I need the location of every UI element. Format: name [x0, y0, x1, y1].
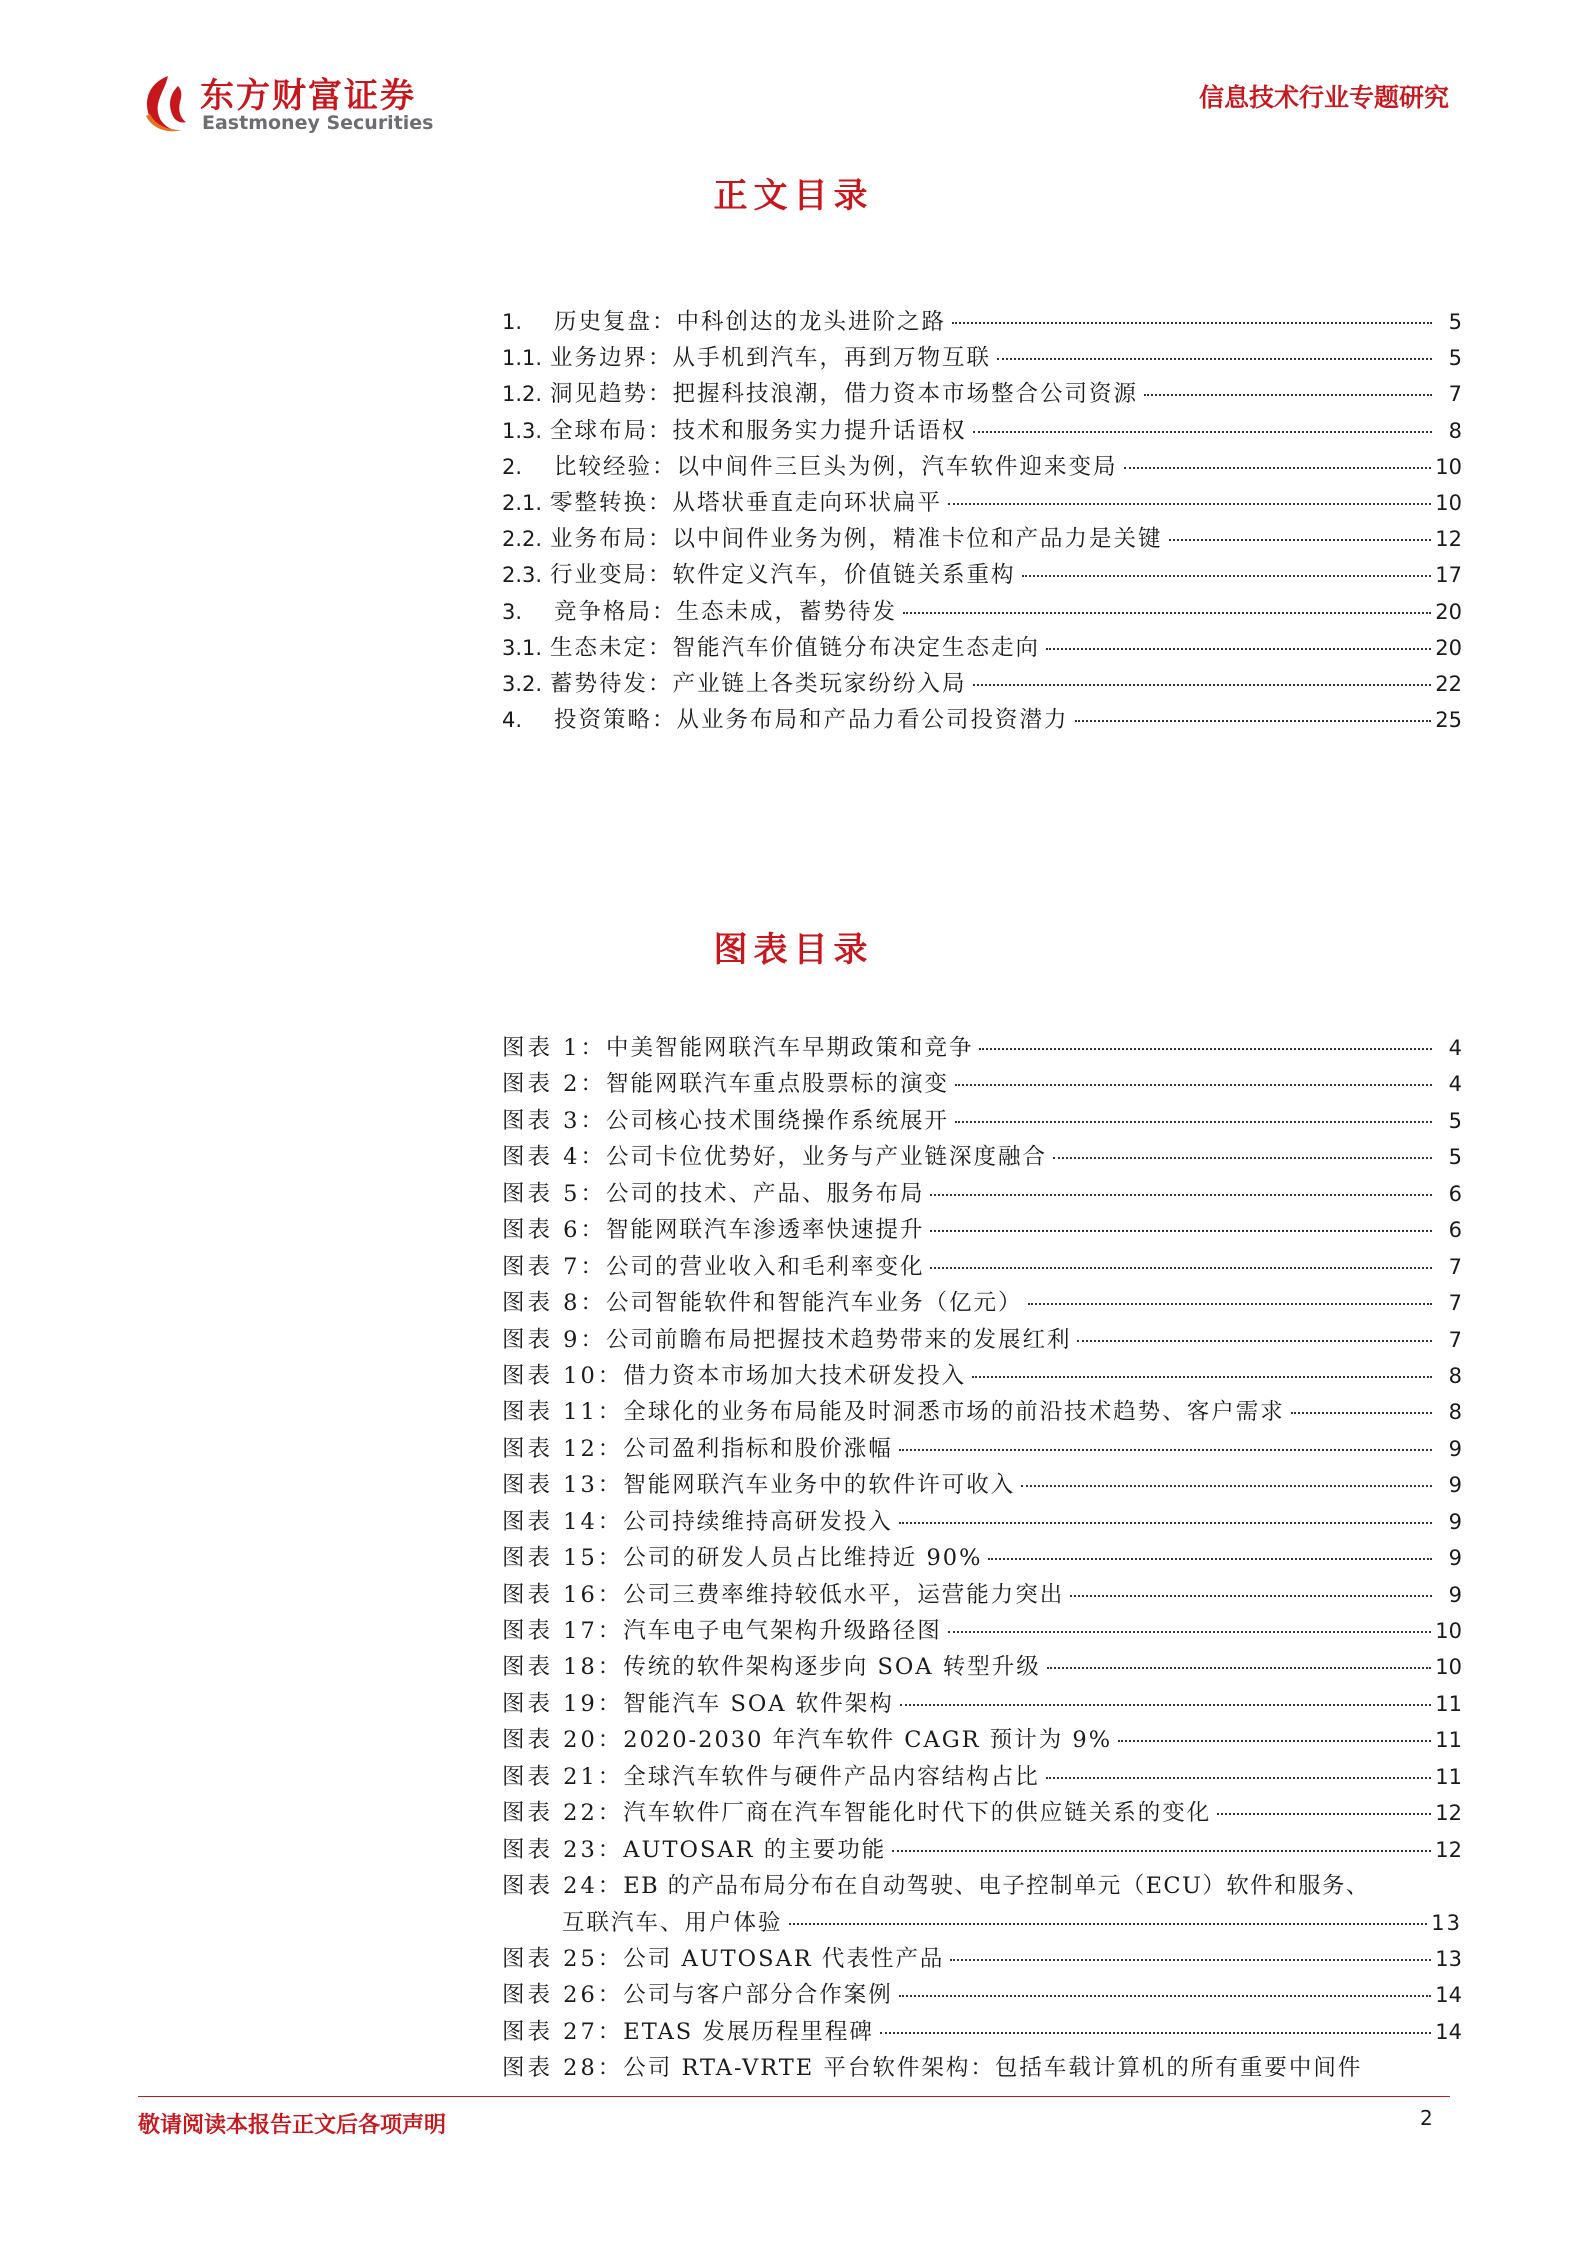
toc-entry-number: 4.	[502, 708, 523, 733]
dot-leader	[1291, 1412, 1432, 1414]
figure-entry-text: 借力资本市场加大技术研发投入	[623, 1362, 967, 1389]
figure-entry[interactable]	[502, 2050, 1462, 2086]
figure-entry-label: 图表 12：	[502, 1435, 624, 1462]
logo-english-name: Eastmoney Securities	[202, 112, 434, 134]
figure-entry[interactable]	[502, 1285, 1462, 1321]
toc-entry-number: 1.1.	[502, 346, 543, 371]
figure-entry-label: 图表 27：	[502, 2018, 624, 2045]
eastmoney-flame-icon	[138, 72, 196, 134]
figure-entry-page: 9	[1448, 1509, 1462, 1534]
toc-entry-page: 5	[1448, 310, 1462, 334]
figure-entry-page: 10	[1435, 1619, 1462, 1643]
figure-list-title: 图表目录	[713, 930, 874, 970]
dot-leader	[1021, 1485, 1432, 1487]
toc-entry[interactable]	[502, 666, 1462, 702]
figure-entry-page: 14	[1435, 1983, 1462, 2008]
figure-entry-label: 图表 15：	[502, 1545, 624, 1572]
dot-leader	[1077, 1340, 1432, 1342]
figure-entry-text: 中美智能网联汽车早期政策和竞争	[605, 1035, 974, 1061]
figure-entry-label: 图表 19：	[502, 1690, 624, 1717]
toc-entry-text: 业务边界：从手机到汽车，再到万物互联	[550, 345, 992, 372]
figure-entry-label: 图表 25：	[502, 1945, 624, 1972]
toc-entry-text: 生态未定：智能汽车价值链分布决定生态走向	[550, 634, 1041, 661]
figure-entry-page: 11	[1435, 1691, 1462, 1716]
toc-entry-number: 1.2.	[502, 382, 543, 407]
dot-leader	[1046, 1777, 1431, 1779]
figure-entry-text: EB 的产品布局分布在自动驾驶、电子控制单元（ECU）软件和服务、	[623, 1873, 1370, 1900]
figure-entry[interactable]	[502, 1212, 1462, 1248]
figure-entry-text: 公司核心技术围绕操作系统展开	[605, 1107, 949, 1134]
figure-entry-text: 智能网联汽车重点股票标的演变	[605, 1071, 949, 1098]
footer-divider	[138, 2096, 1450, 2097]
figure-entry[interactable]	[502, 1394, 1462, 1430]
figure-entry-text: 传统的软件架构逐步向 SOA 转型升级	[623, 1654, 1041, 1681]
figure-list	[502, 1030, 1462, 2087]
toc-entry[interactable]	[502, 521, 1462, 557]
figure-entry-page: 8	[1448, 1400, 1462, 1425]
figure-entry-page: 9	[1448, 1436, 1462, 1461]
dot-leader	[899, 1449, 1432, 1451]
dot-leader	[903, 612, 1431, 614]
toc-entry[interactable]	[502, 630, 1462, 666]
toc-entry[interactable]	[502, 485, 1462, 521]
figure-entry-text: 公司卡位优势好，业务与产业链深度融合	[605, 1144, 1047, 1171]
dot-leader	[997, 358, 1432, 360]
figure-entry-label: 图表 22：	[502, 1800, 624, 1827]
dot-leader	[1028, 1303, 1432, 1305]
figure-entry-text: 公司与客户部分合作案例	[623, 1982, 893, 2009]
dot-leader	[1075, 720, 1432, 722]
figure-entry-label: 图表 4：	[502, 1144, 606, 1171]
figure-entry-text: 汽车电子电气架构升级路径图	[623, 1618, 942, 1644]
figure-entry[interactable]	[502, 1868, 1462, 1904]
toc-entry-page: 25	[1435, 708, 1462, 733]
figure-entry[interactable]	[502, 1358, 1462, 1394]
figure-entry[interactable]	[502, 1613, 1462, 1649]
figure-entry-page: 13	[1431, 1910, 1462, 1935]
figure-entry-label: 图表 7：	[502, 1253, 606, 1280]
dot-leader	[1046, 648, 1431, 650]
toc-entry-number: 2.2.	[502, 527, 543, 552]
toc-entry-text: 竞争格局：生态未成，蓄势待发	[554, 598, 898, 625]
figure-entry-text: 智能网联汽车业务中的软件许可收入	[623, 1472, 1016, 1499]
toc-entry[interactable]	[502, 449, 1462, 485]
figure-entry-page: 11	[1435, 1764, 1462, 1789]
figure-entry[interactable]	[502, 1176, 1462, 1212]
toc-entry-page: 22	[1435, 671, 1462, 696]
figure-entry-label: 图表 28：	[502, 2055, 624, 2082]
figure-entry-label: 图表 3：	[502, 1107, 606, 1134]
figure-entry-label: 图表 13：	[502, 1472, 624, 1499]
toc-entry-number: 1.3.	[502, 418, 543, 443]
toc-list	[502, 304, 1462, 738]
dot-leader	[948, 503, 1431, 505]
page-header	[0, 0, 1587, 150]
toc-entry-page: 17	[1435, 563, 1462, 588]
dot-leader	[1070, 1595, 1432, 1597]
toc-entry-text: 全球布局：技术和服务实力提升话语权	[550, 417, 967, 444]
figure-entry-label: 图表 6：	[502, 1217, 606, 1244]
toc-entry-page: 20	[1435, 635, 1462, 660]
dot-leader	[988, 1558, 1432, 1560]
dot-leader	[948, 1631, 1431, 1633]
footer-disclaimer: 敬请阅读本报告正文后各项声明	[138, 2113, 447, 2138]
figure-entry-label: 图表 18：	[502, 1654, 624, 1681]
figure-entry-label: 图表 16：	[502, 1581, 624, 1608]
figure-entry[interactable]	[502, 1504, 1462, 1540]
toc-entry-page: 12	[1435, 527, 1462, 552]
figure-entry-text: 全球汽车软件与硬件产品内容结构占比	[623, 1763, 1040, 1790]
figure-entry-text: 智能汽车 SOA 软件架构	[623, 1690, 894, 1717]
figure-entry-text: 公司的研发人员占比维持近 90%	[623, 1545, 983, 1572]
toc-entry-page: 7	[1448, 382, 1462, 407]
figure-entry-page: 4	[1448, 1036, 1462, 1060]
toc-entry-page: 8	[1448, 418, 1462, 443]
figure-entry-text: 公司前瞻布局把握技术趋势带来的发展红利	[605, 1326, 1072, 1353]
toc-entry[interactable]	[502, 413, 1462, 449]
dot-leader	[880, 2032, 1431, 2034]
page-number: 2	[1420, 2106, 1433, 2130]
logo-chinese-name: 东方财富证券	[200, 76, 416, 116]
figure-entry-text: 公司三费率维持较低水平，运营能力突出	[623, 1581, 1065, 1608]
figure-entry-page: 6	[1448, 1181, 1462, 1206]
figure-entry[interactable]	[502, 1431, 1462, 1467]
toc-entry[interactable]	[502, 376, 1462, 412]
figure-entry[interactable]	[502, 1322, 1462, 1358]
figure-entry-page: 12	[1435, 1801, 1462, 1826]
figure-entry-page: 11	[1435, 1728, 1462, 1753]
figure-entry-text: 公司的技术、产品、服务布局	[605, 1180, 925, 1207]
figure-entry[interactable]	[502, 1103, 1462, 1139]
figure-entry-label: 图表 9：	[502, 1326, 606, 1353]
figure-entry[interactable]	[502, 1722, 1462, 1758]
figure-entry-page: 8	[1448, 1363, 1462, 1388]
toc-entry-text: 比较经验：以中间件三巨头为例，汽车软件迎来变局	[554, 453, 1118, 480]
figure-entry-label: 图表 26：	[502, 1982, 624, 2009]
toc-entry-number: 3.1.	[502, 635, 543, 660]
dot-leader	[789, 1923, 1428, 1925]
toc-entry-text: 行业变局：软件定义汽车，价值链关系重构	[550, 562, 1016, 589]
dot-leader	[952, 322, 1432, 324]
figure-entry-page: 9	[1448, 1582, 1462, 1607]
dot-leader	[899, 1522, 1432, 1524]
figure-entry-page: 10	[1435, 1655, 1462, 1680]
figure-entry-label: 图表 8：	[502, 1290, 606, 1317]
figure-entry[interactable]	[502, 1832, 1462, 1868]
toc-entry-text: 投资策略：从业务布局和产品力看公司投资潜力	[554, 707, 1069, 734]
figure-entry-text: 智能网联汽车渗透率快速提升	[605, 1217, 925, 1244]
figure-entry-text: ETAS 发展历程里程碑	[623, 2018, 874, 2045]
toc-entry[interactable]	[502, 304, 1462, 340]
toc-title: 正文目录	[713, 176, 874, 216]
toc-entry-number: 2.1.	[502, 490, 543, 515]
dot-leader	[979, 1048, 1432, 1050]
figure-entry-page: 7	[1448, 1254, 1462, 1279]
dot-leader	[900, 1704, 1432, 1706]
figure-entry-page: 9	[1448, 1473, 1462, 1498]
figure-entry[interactable]	[502, 1030, 1462, 1066]
figure-entry-page: 9	[1448, 1546, 1462, 1571]
figure-entry-label: 图表 2：	[502, 1071, 606, 1098]
dot-leader	[1124, 467, 1432, 469]
toc-entry-text: 业务布局：以中间件业务为例，精准卡位和产品力是关键	[550, 526, 1163, 553]
toc-entry-page: 10	[1435, 454, 1462, 479]
toc-entry-number: 2.	[502, 454, 523, 479]
toc-entry[interactable]	[502, 594, 1462, 630]
figure-entry-text: 2020-2030 年汽车软件 CAGR 预计为 9%	[623, 1727, 1113, 1754]
toc-entry-text: 洞见趋势：把握科技浪潮，借力资本市场整合公司资源	[550, 381, 1139, 408]
dot-leader	[899, 1995, 1431, 1997]
figure-entry-label: 图表 21：	[502, 1763, 624, 1790]
figure-entry-label: 图表 20：	[502, 1727, 624, 1754]
toc-entry-number: 3.	[502, 599, 523, 624]
figure-entry[interactable]	[502, 1139, 1462, 1175]
figure-entry-text: 汽车软件厂商在汽车智能化时代下的供应链关系的变化	[623, 1800, 1212, 1827]
figure-entry-page: 13	[1435, 1946, 1462, 1971]
dot-leader	[955, 1121, 1432, 1123]
dot-leader	[1144, 394, 1432, 396]
dot-leader	[973, 684, 1432, 686]
figure-entry-page: 7	[1448, 1327, 1462, 1352]
figure-entry-text: 公司盈利指标和股价涨幅	[623, 1435, 893, 1462]
toc-entry[interactable]	[502, 702, 1462, 738]
toc-entry-text: 蓄势待发：产业链上各类玩家纷纷入局	[550, 670, 967, 697]
figure-entry-page: 12	[1435, 1837, 1462, 1862]
toc-entry[interactable]	[502, 340, 1462, 376]
figure-entry-label: 图表 10：	[502, 1362, 624, 1389]
dot-leader	[1053, 1157, 1432, 1159]
dot-leader	[1217, 1813, 1431, 1815]
dot-leader	[1022, 575, 1432, 577]
dot-leader	[955, 1084, 1432, 1086]
figure-entry[interactable]	[502, 1686, 1462, 1722]
dot-leader	[930, 1267, 1432, 1269]
toc-entry-text: 零整转换：从塔状垂直走向环状扁平	[550, 489, 943, 516]
figure-entry-text: 公司的营业收入和毛利率变化	[605, 1253, 925, 1280]
toc-entry[interactable]	[502, 557, 1462, 593]
figure-entry-page: 5	[1448, 1108, 1462, 1133]
report-type: 信息技术行业专题研究	[1198, 83, 1449, 112]
figure-entry[interactable]	[502, 1249, 1462, 1285]
figure-entry-label: 图表 11：	[502, 1399, 624, 1426]
dot-leader	[950, 1959, 1431, 1961]
toc-entry-page: 10	[1435, 490, 1462, 515]
figure-entry-page: 6	[1448, 1218, 1462, 1243]
toc-entry-page: 20	[1435, 599, 1462, 624]
figure-entry-label: 图表 1：	[502, 1035, 606, 1061]
toc-entry-number: 3.2.	[502, 671, 543, 696]
figure-entry-label: 图表 5：	[502, 1180, 606, 1207]
figure-entry-text-continued: 互联汽车、用户体验	[562, 1909, 783, 1936]
dot-leader	[972, 1376, 1432, 1378]
figure-entry-page: 4	[1448, 1072, 1462, 1097]
figure-entry[interactable]	[502, 1759, 1462, 1795]
figure-entry[interactable]	[502, 1795, 1462, 1831]
dot-leader	[973, 431, 1432, 433]
figure-entry-text: 公司智能软件和智能汽车业务（亿元）	[605, 1290, 1023, 1317]
dot-leader	[1118, 1740, 1431, 1742]
figure-entry-text: 全球化的业务布局能及时洞悉市场的前沿技术趋势、客户需求	[623, 1399, 1285, 1426]
figure-entry-label: 图表 14：	[502, 1508, 624, 1535]
figure-entry-text: 公司 RTA-VRTE 平台软件架构：包括车载计算机的所有重要中间件	[623, 2055, 1363, 2082]
toc-entry-number: 1.	[502, 310, 523, 334]
figure-entry-page: 14	[1435, 2019, 1462, 2044]
figure-entry[interactable]	[502, 2014, 1462, 2050]
figure-entry[interactable]	[502, 1941, 1462, 1977]
figure-entry-label: 图表 23：	[502, 1836, 624, 1863]
toc-entry-page: 5	[1448, 346, 1462, 371]
figure-entry-text: AUTOSAR 的主要功能	[623, 1836, 887, 1863]
figure-entry-page: 5	[1448, 1145, 1462, 1170]
dot-leader	[892, 1850, 1431, 1852]
figure-entry[interactable]	[502, 1649, 1462, 1685]
figure-entry-text: 公司持续维持高研发投入	[623, 1508, 893, 1535]
figure-entry[interactable]	[502, 1577, 1462, 1613]
figure-entry-page: 7	[1448, 1291, 1462, 1316]
figure-entry-label: 图表 24：	[502, 1873, 624, 1900]
toc-entry-text: 历史复盘：中科创达的龙头进阶之路	[554, 309, 947, 335]
figure-entry[interactable]	[502, 1467, 1462, 1503]
figure-entry[interactable]	[502, 1540, 1462, 1576]
figure-entry[interactable]	[502, 1066, 1462, 1102]
figure-entry-label: 图表 17：	[502, 1618, 624, 1644]
figure-entry[interactable]	[502, 1977, 1462, 2013]
figure-entry-text: 公司 AUTOSAR 代表性产品	[623, 1945, 945, 1972]
dot-leader	[1169, 539, 1432, 541]
dot-leader	[930, 1194, 1432, 1196]
figure-entry-continuation[interactable]	[502, 1905, 1462, 1941]
toc-entry-number: 2.3.	[502, 563, 543, 588]
dot-leader	[1047, 1667, 1432, 1669]
dot-leader	[930, 1230, 1432, 1232]
